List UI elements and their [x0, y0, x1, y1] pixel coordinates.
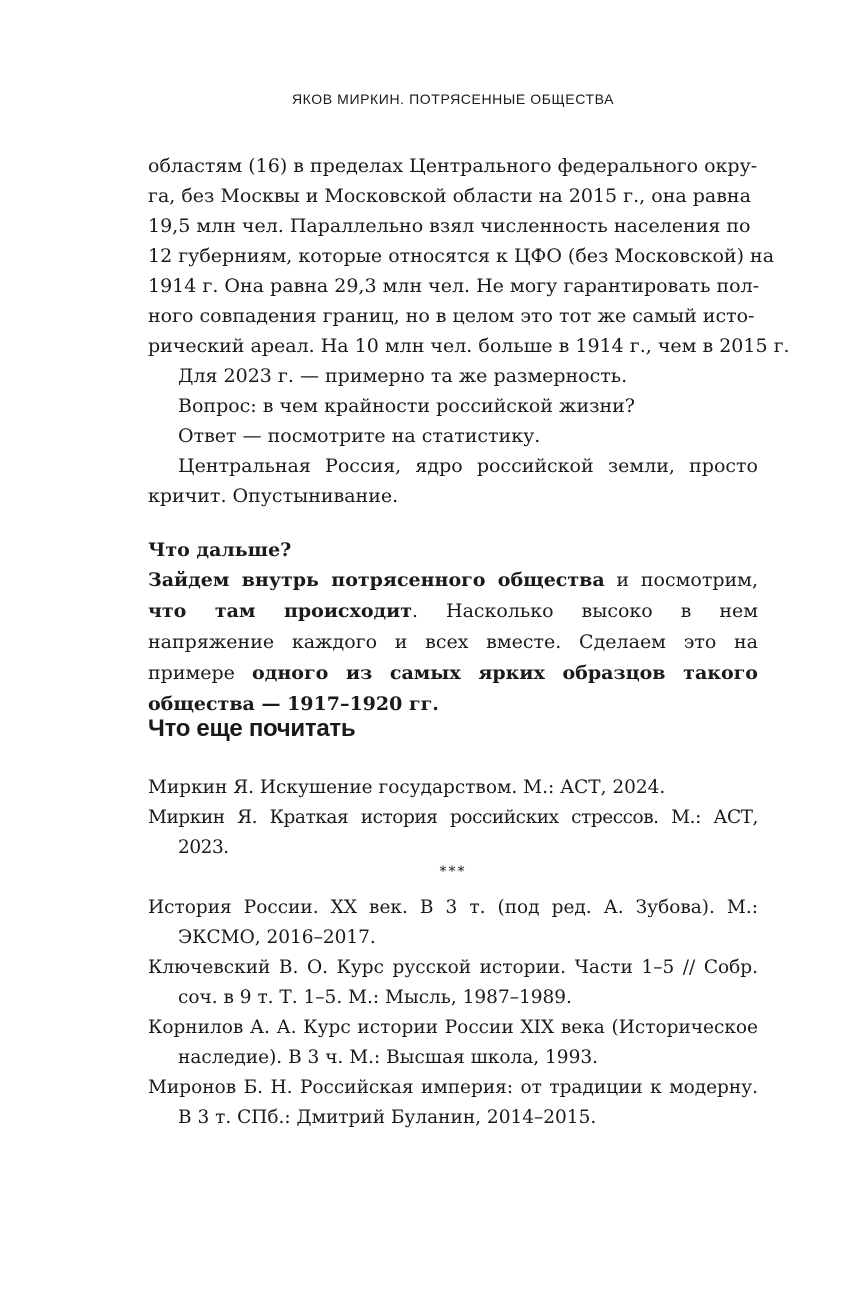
text-line: га, без Москвы и Московской области на 2015 г., она равна: [148, 185, 751, 207]
reference-item: Ключевский В. О. Курс русской истории. Части 1–5 // Собр. соч. в 9 т. Т. 1–5. М.: Мысль, 1987–1989.: [148, 957, 758, 1008]
bold-phrase: что там происходит: [148, 600, 413, 622]
bold-phrase: Зайдем внутрь потрясенного общества: [148, 569, 605, 591]
other-works-list: [148, 893, 758, 1133]
reference-item: История России. XX век. В 3 т. (под ред. А. Зубова). М.: ЭКСМО, 2016–2017.: [148, 897, 758, 948]
section-separator: ***: [439, 864, 467, 880]
paragraph-answer: Ответ — посмотрите на статистику.: [178, 425, 541, 447]
text-line: областям (16) в пределах Центрального федерального окру-: [148, 155, 758, 177]
paragraph-question: Вопрос: в чем крайности российской жизни?: [178, 395, 635, 417]
reference-item: Корнилов А. А. Курс истории России XIX века (Историческое наследие). В 3 ч. М.: Высшая школа, 1993.: [148, 1017, 758, 1068]
author-works-list: [148, 773, 758, 863]
text-line: ного совпадения границ, но в целом это тот же самый исто-: [148, 305, 755, 327]
paragraph-2023: Для 2023 г. — примерно та же размерность.: [178, 365, 628, 387]
paragraph-population: [148, 151, 790, 361]
reference-item: Миркин Я. Краткая история российских стрессов. М.: АСТ, 2023.: [148, 807, 758, 858]
plain-phrase: и посмотрим,: [604, 569, 758, 591]
further-reading-heading: Что еще почитать: [148, 715, 356, 742]
text-line: рический ареал. На 10 млн чел. больше в 1914 г., чем в 2015 г.: [148, 335, 790, 357]
reference-item: Миркин Я. Искушение государством. М.: АСТ, 2024.: [148, 777, 666, 798]
bold-phrase: одного из самых ярких образцов такого общества — 1917–1920 гг.: [148, 662, 758, 715]
plain-phrase: . Насколько высоко в нем напряжение каждого и всех вместе. Сделаем это на примере: [148, 600, 758, 684]
whats-next-label: Что дальше?: [148, 539, 292, 561]
whats-next-paragraph: [148, 565, 758, 720]
main-text: [148, 151, 790, 511]
text-line: 1914 г. Она равна 29,3 млн чел. Не могу гарантировать пол-: [148, 275, 760, 297]
text-line: 12 губерниям, которые относятся к ЦФО (без Московской) на: [148, 245, 775, 267]
reference-item: Миронов Б. Н. Российская империя: от традиции к модерну. В 3 т. СПб.: Дмитрий Буланин, 2014–2015.: [148, 1077, 758, 1128]
text-line: 19,5 млн чел. Параллельно взял численность населения по: [148, 215, 751, 237]
running-header: ЯКОВ МИРКИН. ПОТРЯСЕННЫЕ ОБЩЕСТВА: [291, 91, 615, 107]
paragraph-central-russia: Центральная Россия, ядро российской земли, просто кричит. Опустынивание.: [148, 455, 758, 507]
